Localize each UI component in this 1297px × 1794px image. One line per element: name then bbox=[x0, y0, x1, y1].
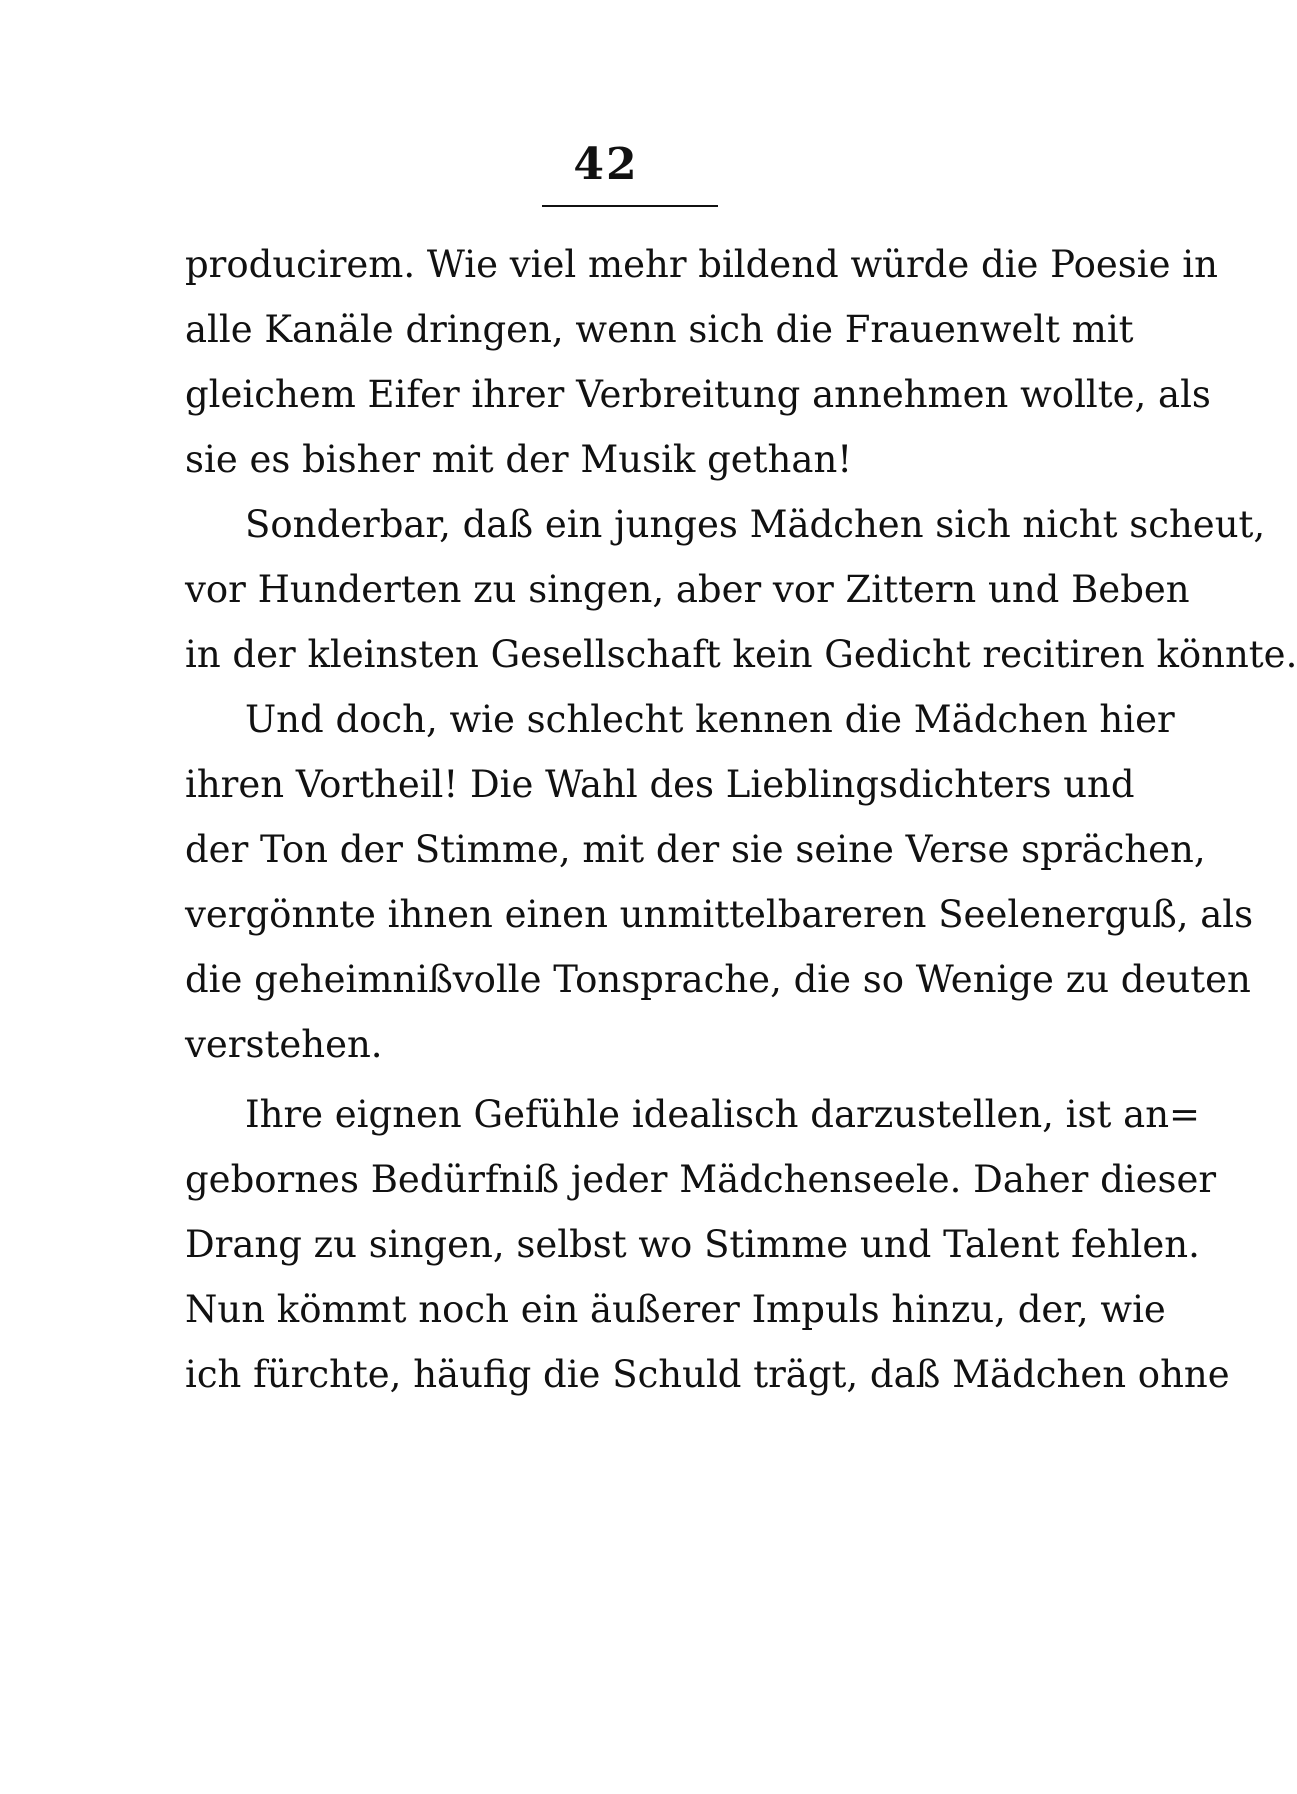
text-line: Ihre eignen Gefühle idealisch darzustellen, ist an= bbox=[245, 1093, 1201, 1136]
text-line: gebornes Bedürfniß jeder Mädchenseele. Daher dieser bbox=[185, 1158, 1217, 1201]
text-line: in der kleinsten Gesellschaft kein Gedicht recitiren könnte. bbox=[185, 633, 1297, 676]
header-rule bbox=[542, 205, 718, 207]
text-line: producirem. Wie viel mehr bildend würde die Poesie in bbox=[185, 243, 1218, 286]
text-line: vergönnte ihnen einen unmittelbareren Seelenerguß, als bbox=[185, 893, 1254, 936]
text-line: der Ton der Stimme, mit der sie seine Verse sprächen, bbox=[185, 828, 1206, 871]
text-line: Drang zu singen, selbst wo Stimme und Talent fehlen. bbox=[185, 1223, 1200, 1266]
text-line: vor Hunderten zu singen, aber vor Zittern und Beben bbox=[185, 568, 1190, 611]
page-number: 42 bbox=[573, 139, 639, 190]
text-line: die geheimnißvolle Tonsprache, die so Wenige zu deuten bbox=[185, 958, 1251, 1001]
text-line: gleichem Eifer ihrer Verbreitung annehmen wollte, als bbox=[185, 373, 1211, 416]
text-line: verstehen. bbox=[185, 1023, 383, 1066]
text-line: Sonderbar, daß ein junges Mädchen sich nicht scheut, bbox=[245, 503, 1266, 546]
text-line: ihren Vortheil! Die Wahl des Lieblingsdichters und bbox=[185, 763, 1135, 806]
text-line: sie es bisher mit der Musik gethan! bbox=[185, 438, 853, 481]
text-line: Nun kömmt noch ein äußerer Impuls hinzu, der, wie bbox=[185, 1288, 1166, 1331]
text-line: alle Kanäle dringen, wenn sich die Frauenwelt mit bbox=[185, 308, 1134, 351]
text-line: Und doch, wie schlecht kennen die Mädchen hier bbox=[245, 698, 1175, 741]
text-line: ich fürchte, häufig die Schuld trägt, daß Mädchen ohne bbox=[185, 1353, 1230, 1396]
